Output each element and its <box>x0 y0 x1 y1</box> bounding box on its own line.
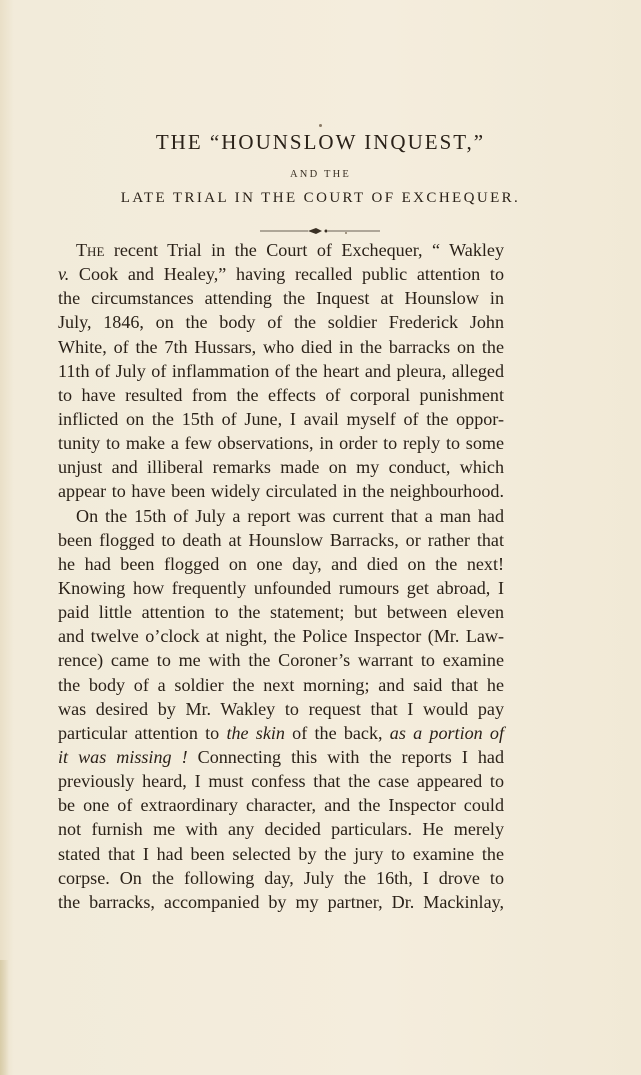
page-title: THE “HOUNSLOW INQUEST,” <box>155 130 486 154</box>
text-line: the body of a soldier the next morning; and said that he <box>58 674 504 695</box>
text-line: appear to have been widely circulated in the neighbourhood. <box>58 481 504 502</box>
body-text <box>58 238 504 914</box>
text-line: Knowing how frequently unfounded rumours get abroad, I <box>58 577 504 598</box>
text-line: was desired by Mr. Wakley to request that I would pay <box>58 698 504 719</box>
text-line: rence) came to me with the Coroner’s warrant to examine <box>58 650 504 671</box>
ink-speck <box>319 124 322 127</box>
text-line: July, 1846, on the body of the soldier Frederick John <box>58 312 504 333</box>
text-line: 11th of July of inflammation of the heart and pleura, alleged <box>58 360 504 381</box>
text-line: corpse. On the following day, July the 16th, I drove to <box>58 867 504 888</box>
text-line: tunity to make a few observations, in order to reply to some <box>58 433 504 454</box>
text-line: paid little attention to the statement; but between eleven <box>58 602 504 623</box>
text-line: The recent Trial in the Court of Exchequer, “ Wakley <box>76 240 504 260</box>
text-line: particular attention to the skin of the back, as a portion of <box>58 722 505 743</box>
text-line: been flogged to death at Hounslow Barracks, or rather that <box>58 529 504 550</box>
text-line: stated that I had been selected by the jury to examine the <box>58 843 504 864</box>
text-line: On the 15th of July a report was current that a man had <box>76 505 504 526</box>
text-line: to have resulted from the effects of corporal punishment <box>58 384 504 405</box>
text-line: unjust and illiberal remarks made on my conduct, which <box>58 457 504 478</box>
page-subtitle-conjunction: AND THE <box>290 169 351 180</box>
text-line: inflicted on the 15th of June, I avail myself of the oppor- <box>58 408 504 429</box>
text-line: the barracks, accompanied by my partner, Dr. Mackinlay, <box>58 891 504 912</box>
text-line: White, of the 7th Hussars, who died in the barracks on the <box>58 336 504 357</box>
text-line: he had been flogged on one day, and died on the next! <box>58 553 504 574</box>
text-line: v. Cook and Healey,” having recalled public attention to <box>58 264 504 285</box>
text-line: it was missing ! Connecting this with the reports I had <box>58 746 504 767</box>
text-line: and twelve o’clock at night, the Police Inspector (Mr. Law- <box>58 626 504 647</box>
page-gutter-shadow <box>0 960 9 1075</box>
text-line: previously heard, I must confess that the case appeared to <box>58 771 504 792</box>
ornamental-rule-icon <box>260 226 380 236</box>
text-line: not furnish me with any decided particulars. He merely <box>58 819 504 840</box>
lead-word: The <box>76 240 105 260</box>
page-subtitle: LATE TRIAL IN THE COURT OF EXCHEQUER. <box>120 190 521 206</box>
text-line: the circumstances attending the Inquest at Hounslow in <box>58 288 504 309</box>
text-line: be one of extraordinary character, and the Inspector could <box>58 795 504 816</box>
